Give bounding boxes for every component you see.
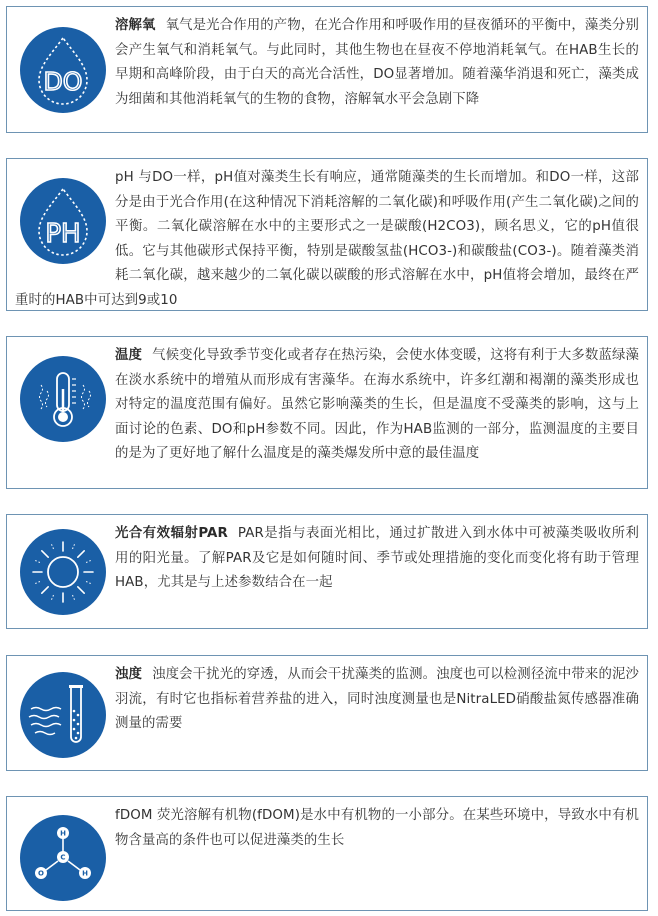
section-title: 温度 — [115, 348, 143, 363]
turbidity-icon — [19, 671, 107, 759]
section-body: 气候变化导致季节变化或者存在热污染，会使水体变暖，这将有利于大多数蓝绿藻在淡水系统中的增殖从而形成有害藻华。在海水系统中，许多红潮和褐潮的藻类形成也对特定的温度范围有偏好。虽然它影响藻类的生长，但是温度不受藻类的影响，这与上面讨论的色素、DO和pH参数不同。因此，作为HAB监测的一部分，监测温度的主要目的是为了更好地了解什么温度是的藻类爆发所中意的最佳温度 — [115, 348, 639, 461]
atom-label: C — [60, 853, 66, 862]
section-body: 氧气是光合作用的产物，在光合作用和呼吸作用的昼夜循环的平衡中，藻类分别会产生氧气和消耗氧气。与此同时，其他生物也在昼夜不停地消耗氧气。在HAB生长的早期和高峰阶段，由于白天的高光合活性，DO显著增加。随着藻华消退和死亡，藻类成为细菌和其他消耗氧气的生物的食物，溶解氧水平会急剧下降 — [115, 18, 639, 107]
section-dissolved-oxygen — [6, 6, 648, 133]
molecule-icon — [19, 814, 107, 902]
sun-icon — [19, 528, 107, 616]
thermometer-icon — [19, 355, 107, 443]
section-title: 浊度 — [115, 667, 143, 682]
ph-icon — [19, 177, 107, 265]
section-title: 光合有效辐射PAR — [115, 526, 228, 541]
section-body: fDOM 荧光溶解有机物(fDOM)是水中有机物的一小部分。在某些环境中，导致水中有机物含量高的条件也可以促进藻类的生长 — [115, 808, 639, 848]
atom-label: H — [82, 869, 88, 878]
section-title: 溶解氧 — [115, 18, 156, 33]
section-body: PAR是指与表面光相比，通过扩散进入到水体中可被藻类吸收所利用的阳光量。了解PAR及它是如何随时间、季节或处理措施的变化而变化将有助于管理HAB，尤其是与上述参数结合在一起 — [115, 526, 639, 590]
section-temperature — [6, 336, 648, 489]
svg-text:PH: PH — [45, 219, 81, 249]
section-body: pH 与DO一样，pH值对藻类生长有响应，通常随藻类的生长而增加。和DO一样，这部分是由于光合作用(在这种情况下消耗溶解的二氧化碳)和呼吸作用(产生二氧化碳)之间的平衡。二氧化碳溶解在水中的主要形式之一是碳酸(H2CO3)，顾名思义，它的pH值很低。它与其他碳形式保持平衡，特别是碳酸氢盐(HCO3-)和碳酸盐(CO3-)。随着藻类消耗二氧化碳，越来越少的二氧化碳以碳酸的形式溶解在水中，pH值将会增加，最终在严重时的HAB中可达到9或10 — [15, 170, 639, 308]
section-turbidity — [6, 655, 648, 771]
atom-label: H — [60, 829, 66, 838]
section-par — [6, 514, 648, 629]
section-ph — [6, 158, 648, 311]
svg-text:DO: DO — [43, 67, 83, 96]
atom-label: O — [38, 869, 44, 878]
do-icon — [19, 26, 107, 114]
section-fdom — [6, 796, 648, 911]
section-body: 浊度会干扰光的穿透，从而会干扰藻类的监测。浊度也可以检测径流中带来的泥沙羽流，有时它也指标着营养盐的进入，同时浊度测量也是NitraLED硝酸盐氮传感器准确测量的需要 — [115, 667, 639, 731]
